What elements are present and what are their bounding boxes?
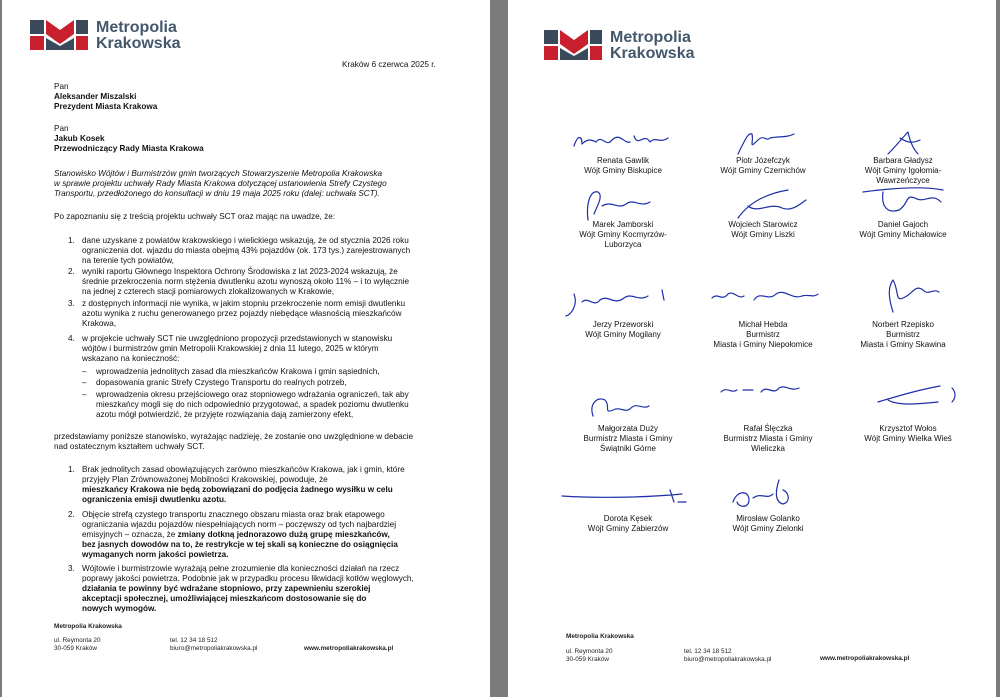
footer-contact: tel. 12 34 18 512 biuro@metropoliakrakowska.pl [684, 648, 772, 663]
recipient1-name: Aleksander Miszalski [54, 91, 137, 101]
subject-line: Stanowisko Wójtów i Burmistrzów gmin tworzących Stowarzyszenie Metropolia Krakowska [54, 169, 383, 178]
letter-page-1 [2, 0, 490, 697]
footer-web: www.metropoliakrakowska.pl [304, 645, 394, 652]
signatory-role: Wójt Gminy Mogilany [585, 329, 661, 339]
signatory-role: Wieliczka [751, 443, 785, 453]
signatory-name: Krzysztof Wołos [879, 424, 937, 433]
dash-bullet: – [82, 378, 87, 387]
logo-text-line2: Krakowska [96, 35, 181, 52]
position-item: Wójtowie i burmistrzowie wyrażają pełne zrozumienie dla konieczności działań na rzecz poprawy jakości powietrza. Podobnie jak w przypadku procesu likwidacji kotłów węglowych, działania te powinny być wdrażane stopniowo, przy zapewnieniu szerokiej akceptacji społecznej, umożliwiającej mieszkańcom dostosowanie się do nowych wymogów. [82, 564, 414, 613]
recipient1-title: Pan [54, 82, 69, 91]
statement-paragraph: przedstawiamy poniższe stanowisko, wyrażając nadzieję, że zostanie ono uwzględnione w debacie nad ostatecznym kształtem uchwały SCT. [54, 432, 414, 451]
signatory-role: Miasta i Gminy Skawina [860, 339, 946, 349]
sub-list-item: wprowadzenia okresu przejściowego oraz stopniowego wdrażania ograniczeń, tak aby mieszkańcy mogli się do nich odpowiednio przygotować, a spadek poziomu dwutlenku azotu mógł potwierdzić, że przyjęte rozwiązania dają zamierzony efekt, [96, 390, 409, 419]
signatory-role: Wójt Gminy Zabierzów [587, 523, 669, 533]
signatory-name: Marek Jamborski [592, 220, 654, 229]
signatory-role: Wójt Gminy Biskupice [584, 165, 662, 175]
handwritten-signature-icon [848, 380, 968, 416]
point-number: 3. [68, 299, 75, 308]
signature-block [698, 484, 838, 534]
handwritten-signature-icon [558, 284, 688, 320]
position-number: 3. [68, 564, 75, 573]
handwritten-signature-icon [568, 184, 678, 224]
recipient2-title: Pan [54, 124, 69, 133]
dash-bullet: – [82, 367, 87, 376]
point-number: 2. [68, 267, 75, 276]
signatory-role: Wójt Gminy Igołomia- [864, 165, 942, 175]
handwritten-signature-icon [698, 284, 828, 320]
logo-mark-icon [30, 18, 88, 52]
handwritten-signature-icon [568, 128, 678, 158]
signature-block [558, 484, 698, 534]
signature-block [698, 190, 828, 240]
signatory-name: Renata Gawlik [596, 156, 650, 165]
position-item: Brak jednolitych zasad obowiązujących zarówno mieszkańców Krakowa, jak i gmin, które przyjęły Plan Zrównoważonej Mobilności Krakowskiej, powoduje, że mieszkańcy Krakowa nie będą zobowiązani do podjęcia żadnego wysiłku w celu ograniczenia emisji dwutlenku azotu. [82, 465, 405, 504]
list-item: dane uzyskane z powiatów krakowskiego i wielickiego wskazują, że od stycznia 2026 roku ograniczenia dot. wjazdu do miasta obejmą 43% pojazdów (ok. 173 tys.) zarejestrowanych na terenie tych powiatów, [82, 236, 411, 265]
signatory-name: Wojciech Starowicz [728, 220, 798, 229]
signatory-role: Wójt Gminy Kocmyrzów- [579, 229, 667, 239]
signatory-role: Wójt Gminy Czernichów [720, 165, 806, 175]
list-item: wyniki raportu Głównego Inspektora Ochrony Środowiska z lat 2023-2024 wskazują, że średnie przekroczenia norm stężenia dwutlenku azotu wynoszą około 11% – i to wyłącznie na jednej z czterech stacji pomiarowych zlokalizowanych w Krakowie, [82, 267, 410, 296]
list-item: z dostępnych informacji nie wynika, w jakim stopniu przekroczenie norm emisji dwutlenku azotu wynika z ruchu generowanego przez pojazdy niebędące własnością mieszkańców Krakowa, [82, 299, 406, 328]
letter-subject [54, 169, 450, 199]
signature-block [698, 394, 838, 453]
signatory-role: Burmistrz [886, 329, 920, 339]
subject-line: w sprawie projektu uchwały Rady Miasta Krakowa dotyczącej ustanowienia Strefy Czystego [54, 178, 387, 188]
signature-block [558, 190, 688, 249]
point-number: 4. [68, 334, 75, 343]
signatory-role: Wójt Gminy Liszki [731, 229, 795, 239]
signatory-role: Miasta i Gminy Niepołomice [713, 339, 813, 349]
signatory-role: Wójt Gminy Michałowice [859, 229, 947, 239]
signatory-role: Wójt Gminy Wielka Wieś [864, 433, 952, 443]
sub-list-item: dopasowania granic Strefy Czystego Transportu do realnych potrzeb, [96, 378, 347, 387]
signature-block [558, 290, 688, 340]
logo-mark-icon [544, 28, 602, 62]
handwritten-signature-icon [708, 128, 818, 158]
letter-page-2 [508, 0, 996, 697]
sub-list-item: wprowadzenia jednolitych zasad dla mieszkańców Krakowa i gmin sąsiednich, [96, 367, 380, 376]
signature-block [698, 128, 828, 176]
position-number: 1. [68, 465, 75, 474]
footer-address: ul. Reymonta 20 30-059 Kraków [54, 637, 101, 652]
signatory-name: Michał Hebda [738, 320, 788, 329]
signatory-name: Dorota Kęsek [603, 514, 653, 523]
letter-intro: Po zapoznaniu się z treścią projektu uchwały SCT oraz mając na uwadze, że: [54, 212, 336, 221]
signature-block [828, 190, 978, 240]
signatory-name: Małgorzata Duży [597, 424, 659, 433]
signatory-role: Wawrzeńczyce [876, 175, 930, 185]
signatory-role: Burmistrz [746, 329, 780, 339]
dash-bullet: – [82, 390, 87, 399]
signatory-name: Barbara Gładysz [873, 156, 933, 165]
signatory-name: Norbert Rzepisko [872, 320, 934, 329]
recipient1-role: Prezydent Miasta Krakowa [54, 101, 158, 111]
signatory-role: Burmistrz Miasta i Gminy [583, 433, 673, 443]
footer-contact: tel. 12 34 18 512 biuro@metropoliakrakowska.pl [170, 637, 258, 652]
handwritten-signature-icon [713, 380, 823, 416]
signatory-role: Luborzyca [604, 239, 642, 249]
handwritten-signature-icon [843, 182, 963, 222]
footer-org: Metropolia Krakowska [566, 633, 634, 640]
logo-text-line1: Metropolia [610, 29, 691, 46]
point-number: 1. [68, 236, 75, 245]
footer-org: Metropolia Krakowska [54, 623, 122, 630]
logo-text-line2: Krakowska [610, 45, 695, 62]
signature-block [838, 394, 978, 444]
signatory-name: Daniel Gajoch [877, 220, 929, 229]
signatory-name: Piotr Józefczyk [736, 156, 790, 165]
signature-block [828, 128, 978, 185]
position-item: Objęcie strefą czystego transportu znacznego obszaru miasta oraz brak etapowego ograniczania wjazdu pojazdów niespełniających norm – poczęwszy od tych najbardziej emisyjnych – oznacza, że zmiany dotkną jednorazowo dużą grupę mieszkańców, bez jasnych dowodów na to, że restrykcje w tej skali są konieczne do osiągnięcia wymaganych norm jakości powietrza. [82, 510, 398, 559]
signatory-name: Jerzy Przeworski [592, 320, 654, 329]
recipient2-role: Przewodniczący Rady Miasta Krakowa [54, 143, 204, 153]
signatory-role: Świątniki Górne [599, 443, 657, 453]
handwritten-signature-icon [848, 128, 958, 158]
footer-web: www.metropoliakrakowska.pl [820, 655, 910, 662]
subject-line: Transportu, przedłożonego do konsultacji w dniu 19 maja 2025 roku (dalej: uchwała SCT). [54, 188, 380, 198]
handwritten-signature-icon [552, 480, 702, 516]
signatory-name: Mirosław Golanko [736, 514, 800, 523]
signatory-name: Rafał Ślęczka [743, 424, 793, 433]
position-number: 2. [68, 510, 75, 519]
recipient2-name: Jakub Kosek [54, 133, 105, 143]
handwritten-signature-icon [843, 274, 963, 314]
signatory-role: Burmistrz Miasta i Gminy [723, 433, 813, 443]
signature-block [688, 290, 838, 349]
letter-date: Kraków 6 czerwca 2025 r. [342, 60, 436, 69]
handwritten-signature-icon [573, 390, 683, 426]
signatory-role: Wójt Gminy Zielonki [732, 523, 804, 533]
list-item: w projekcie uchwały SCT nie uwzględniono propozycji przedstawionych w stanowisku wójtów i burmistrzów gmin Metropolii Krakowskiej z dnia 11 lutego, 2025 w którym wskazano na konieczność: [82, 334, 393, 363]
handwritten-signature-icon [713, 472, 823, 512]
signature-block [558, 128, 688, 176]
signature-block [558, 394, 698, 453]
footer-address: ul. Reymonta 20 30-059 Kraków [566, 648, 613, 663]
logo-text-line1: Metropolia [96, 19, 177, 36]
handwritten-signature-icon [708, 184, 818, 224]
signature-block [828, 290, 978, 349]
